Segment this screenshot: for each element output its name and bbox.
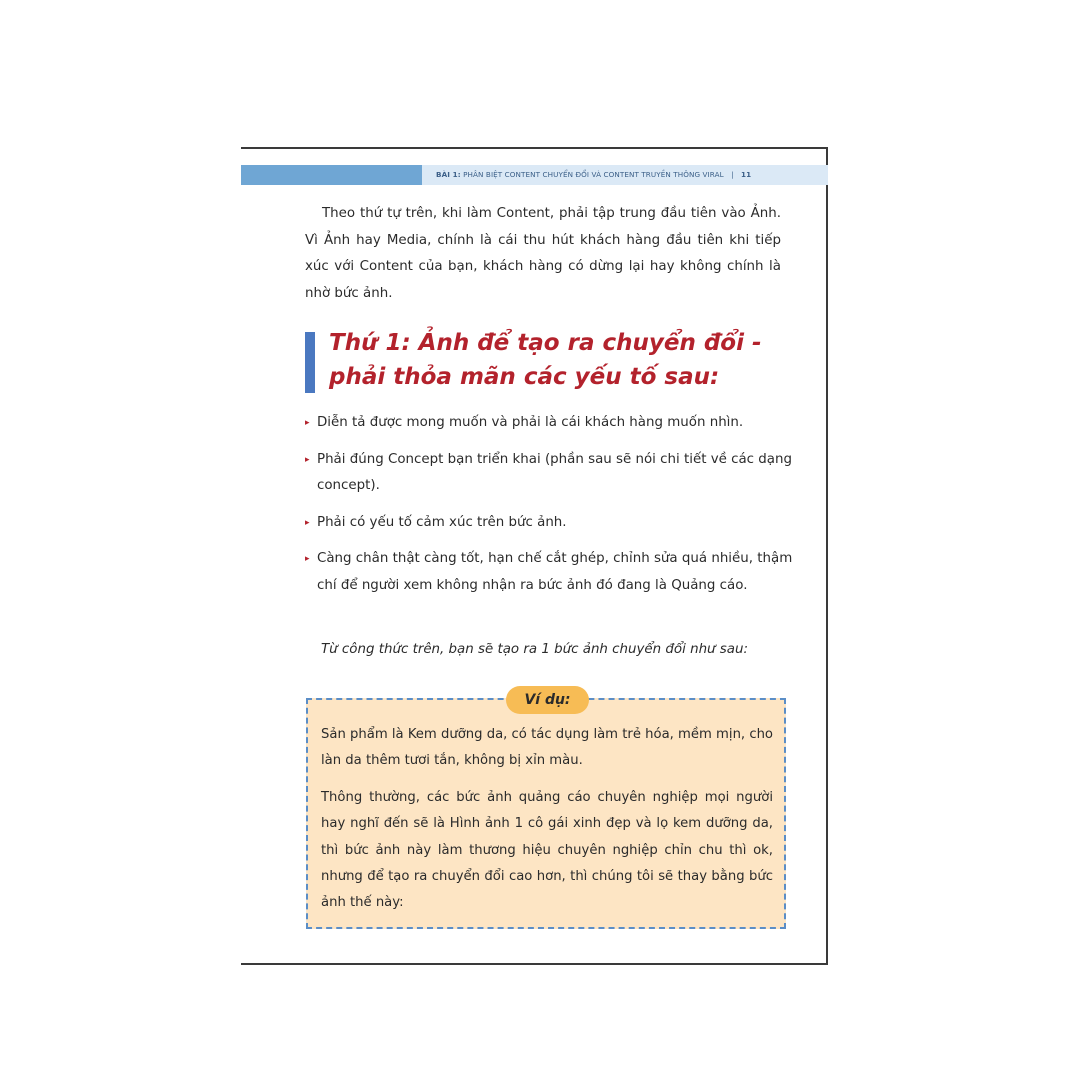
header-lesson-title: PHÂN BIỆT CONTENT CHUYỂN ĐỔI VÀ CONTENT TRUYỀN THÔNG VIRAL (463, 170, 724, 179)
heading-text (329, 326, 799, 394)
header-accent-bar (241, 165, 422, 185)
triangle-bullet-icon: ▸ (305, 454, 310, 465)
list-item (305, 546, 795, 599)
example-box (306, 692, 786, 929)
example-paragraph-1: Sản phẩm là Kem dưỡng da, có tác dụng làm trẻ hóa, mềm mịn, cho làn da thêm tươi tắn, không bị xỉn màu. (321, 727, 773, 769)
formula-caption: Từ công thức trên, bạn sẽ tạo ra 1 bức ảnh chuyển đổi như sau: (321, 642, 748, 657)
list-item-text: Phải có yếu tố cảm xúc trên bức ảnh. (317, 514, 567, 530)
heading-line-1: Thứ 1: Ảnh để tạo ra chuyển đổi - (329, 330, 762, 356)
header-lesson-label: BÀI 1: (436, 170, 461, 179)
list-item-text: Phải đúng Concept bạn triển khai (phần sau sẽ nói chi tiết về các dạng concept). (317, 451, 792, 493)
list-item-text: Càng chân thật càng tốt, hạn chế cắt ghép, chỉnh sửa quá nhiều, thậm chí để người xem không nhận ra bức ảnh đó đang là Quảng cáo. (317, 551, 793, 593)
list-item (305, 447, 795, 500)
example-paragraph-2: Thông thường, các bức ảnh quảng cáo chuyên nghiệp mọi người hay nghĩ đến sẽ là Hình ảnh 1 cô gái xinh đẹp và lọ kem dưỡng da, thì bức ảnh này làm thương hiệu chuyên nghiệp chỉn chu thì ok, nhưng để tạo ra chuyển đổi cao hơn, thì chúng tôi sẽ thay bằng bức ảnh thế này: (321, 790, 773, 911)
header-text (436, 165, 751, 185)
triangle-bullet-icon: ▸ (305, 418, 310, 428)
heading-accent-bar (305, 332, 315, 393)
header-separator: | (731, 170, 734, 179)
list-item (305, 410, 795, 437)
bullet-list (305, 410, 795, 609)
book-page (241, 147, 828, 965)
triangle-bullet-icon: ▸ (305, 517, 310, 528)
running-header (241, 165, 828, 185)
list-item (305, 510, 795, 537)
list-item-text: Diễn tả được mong muốn và phải là cái khách hàng muốn nhìn. (317, 415, 744, 430)
section-heading (305, 332, 795, 394)
triangle-bullet-icon: ▸ (305, 554, 310, 564)
heading-line-2: phải thỏa mãn các yếu tố sau: (329, 364, 720, 390)
intro-paragraph: Theo thứ tự trên, khi làm Content, phải tập trung đầu tiên vào Ảnh. Vì Ảnh hay Media, chính là cái thu hút khách hàng đầu tiên khi tiếp xúc với Content của bạn, khách hàng có dừng lại hay không chính là nhờ bức ảnh. (305, 206, 781, 301)
example-tag: Ví dụ: (506, 686, 589, 714)
page-number: 11 (741, 170, 752, 179)
